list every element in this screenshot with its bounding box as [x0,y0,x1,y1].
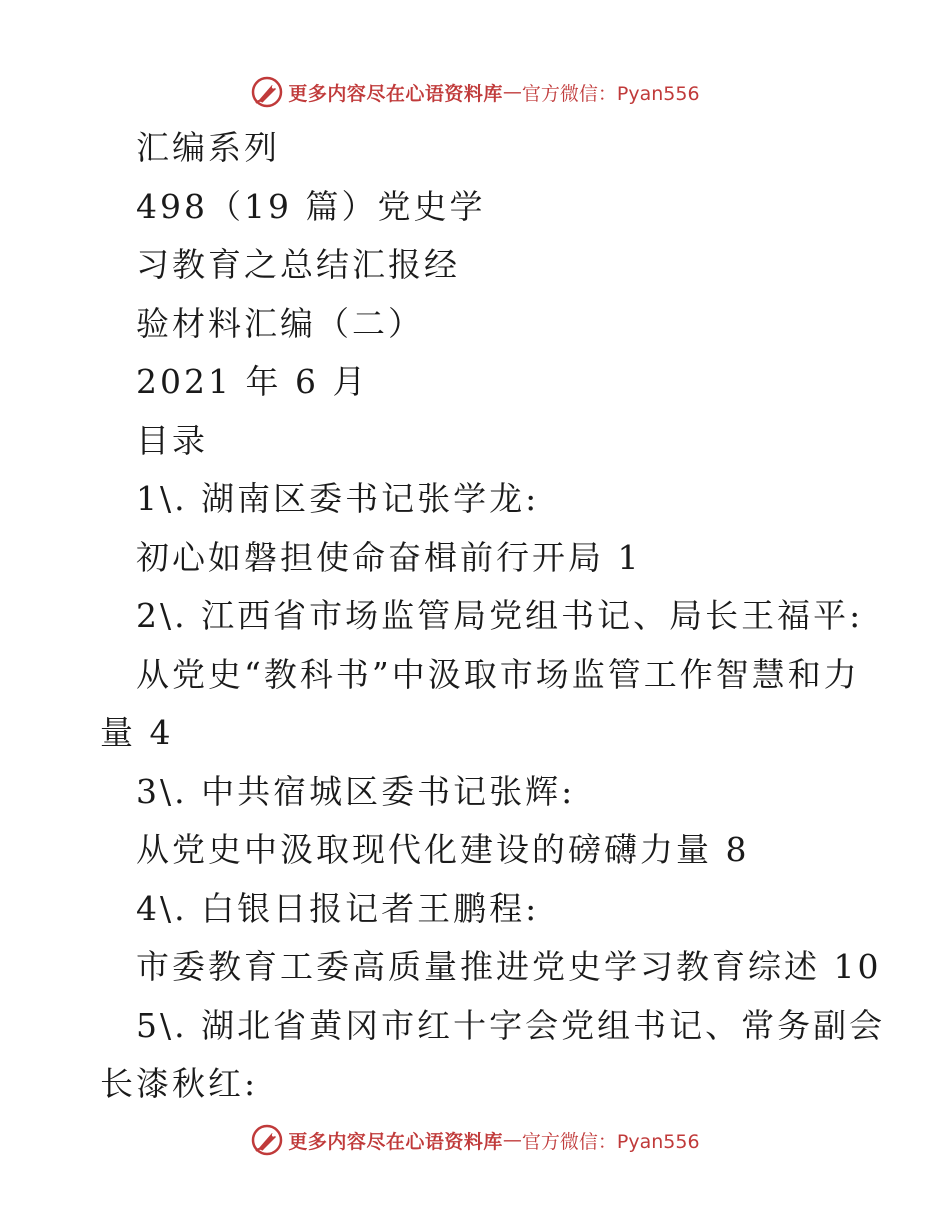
doc-line-title-2: 习教育之总结汇报经 [136,245,460,284]
footer-watermark-banner [0,1120,950,1160]
header-contact-text: 官方微信：Pyan556 [521,82,700,105]
footer-separator: — [502,1129,522,1151]
toc-item-5-author: 5\. 湖北省黄冈市红十字会党组书记、常务副会 [136,1005,886,1045]
pen-nib-logo-icon [250,1123,284,1157]
doc-line-title-3: 验材料汇编（二） [136,303,424,343]
header-watermark-banner [0,72,950,112]
footer-promo-text: 更多内容尽在心语资料库 [288,1130,503,1153]
toc-item-2-title-cont: 量 4 [100,713,174,752]
toc-item-5-author-cont: 长漆秋红: [100,1064,259,1103]
header-separator: — [502,81,522,103]
toc-heading: 目录 [136,420,208,460]
header-promo-text: 更多内容尽在心语资料库 [288,82,503,105]
toc-item-1-title: 初心如磐担使命奋楫前行开局 1 [136,537,642,577]
toc-item-4-title: 市委教育工委高质量推进党史学习教育综述 10 [136,947,882,986]
toc-item-3-author: 3\. 中共宿城区委书记张辉: [136,771,576,811]
pen-nib-logo-icon [250,75,284,109]
toc-item-4-author: 4\. 白银日报记者王鹏程: [136,888,540,928]
doc-line-title-1: 498（19 篇）党史学 [136,186,486,226]
toc-item-3-title: 从党史中汲取现代化建设的磅礴力量 8 [136,830,750,869]
doc-line-date: 2021 年 6 月 [136,362,369,401]
toc-item-1-author: 1\. 湖南区委书记张学龙: [136,479,540,518]
doc-line-series: 汇编系列 [136,128,280,167]
document-body [0,119,950,1114]
footer-contact-text: 官方微信：Pyan556 [521,1130,700,1153]
toc-item-2-title: 从党史“教科书”中汲取市场监管工作智慧和力 [136,654,860,694]
toc-item-2-author: 2\. 江西省市场监管局党组书记、局长王福平: [136,596,864,635]
